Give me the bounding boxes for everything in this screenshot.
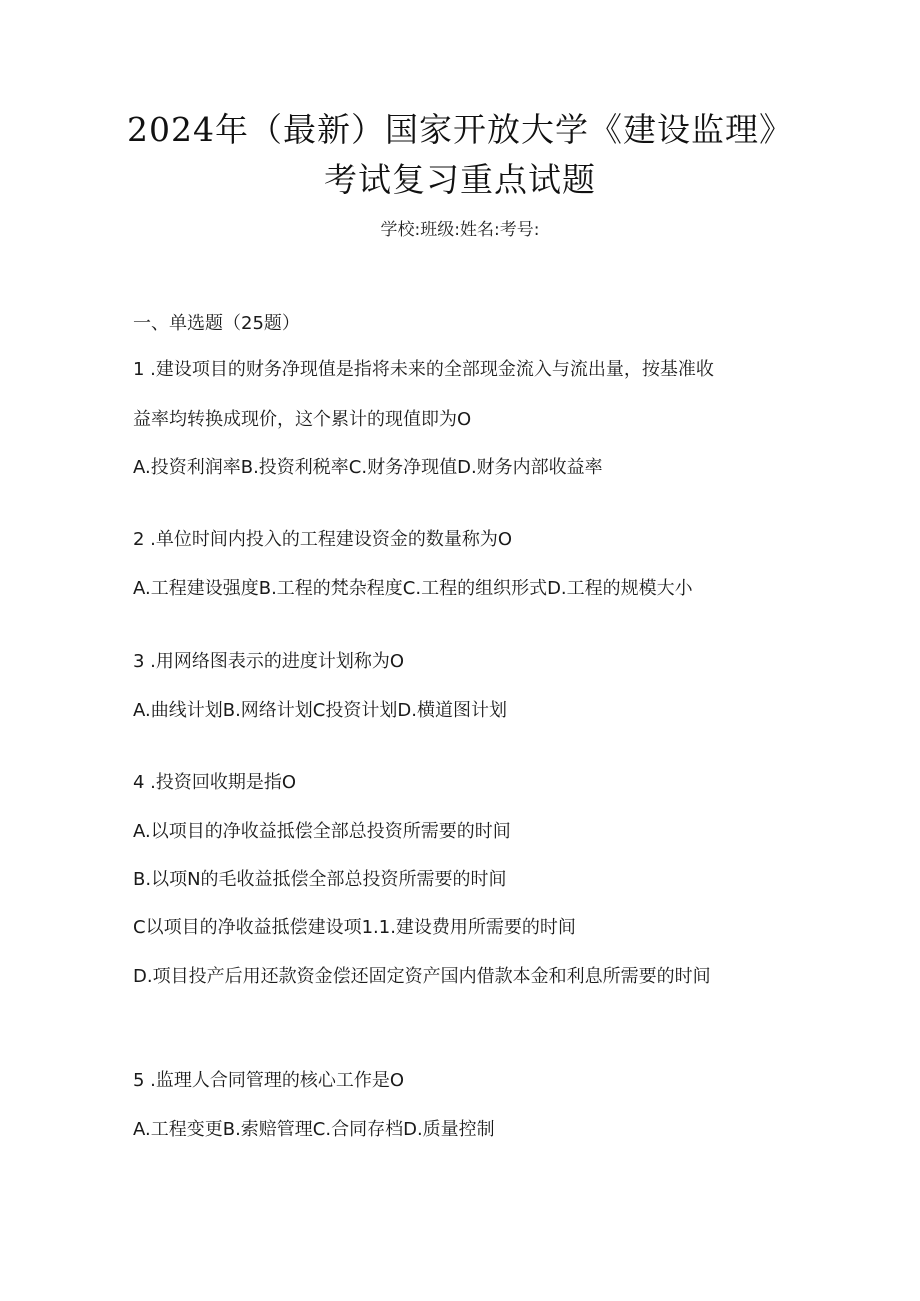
document-title-line-2: 考试复习重点试题 [324,160,596,199]
question-3-stem: 3 .用网络图表示的进度计划称为O [133,651,405,672]
student-info-line: 学校:班级:姓名:考号: [380,220,540,240]
question-4-option-c: C以项目的净收益抵偿建设项1.1.建设费用所需要的时间 [133,917,576,938]
question-2-stem: 2 .单位时间内投入的工程建设资金的数量称为O [133,529,513,550]
question-1-stem-line-2: 益率均转换成现价，这个累计的现值即为O [133,409,472,430]
question-5-options: A.工程变更B.索赔管理C.合同存档D.质量控制 [133,1119,495,1140]
question-5-stem: 5 .监理人合同管理的核心工作是O [133,1070,405,1091]
section-heading: 一、单选题（25题） [133,313,300,334]
document-title-line-1: 2024年（最新）国家开放大学《建设监理》 [127,110,793,149]
question-1-stem-line-1: 1 .建设项目的财务净现值是指将未来的全部现金流入与流出量，按基准收 [133,359,714,380]
question-4-option-d: D.项目投产后用还款资金偿还固定资产国内借款本金和利息所需要的时间 [133,966,711,987]
question-2-options: A.工程建设强度B.工程的梵杂程度C.工程的组织形式D.工程的规模大小 [133,578,693,599]
question-4-option-b: B.以项N的毛收益抵偿全部总投资所需要的时间 [133,869,507,890]
question-3-options: A.曲线计划B.网络计划C投资计划D.横道图计划 [133,700,507,721]
question-4-option-a: A.以项目的净收益抵偿全部总投资所需要的时间 [133,821,511,842]
question-4-stem: 4 .投资回收期是指O [133,772,297,793]
question-1-options: A.投资利润率B.投资利税率C.财务净现值D.财务内部收益率 [133,457,603,478]
